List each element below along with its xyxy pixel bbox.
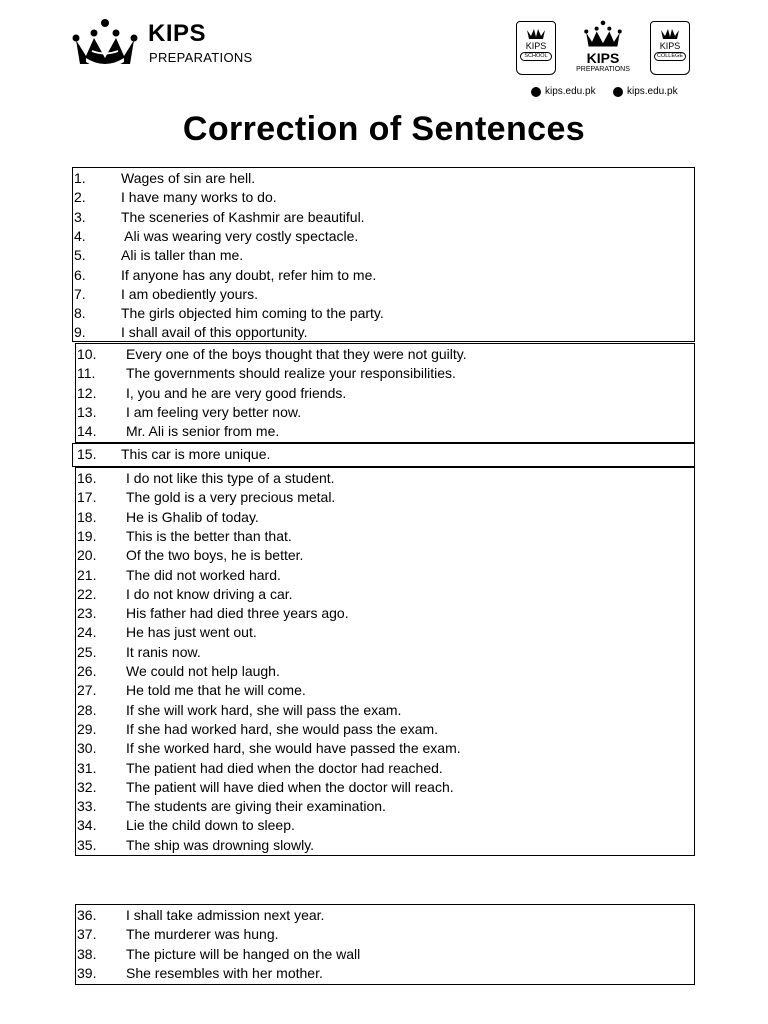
crown-icon <box>660 26 680 40</box>
facebook-icon <box>613 87 623 97</box>
college-logo-sub: COLLEGE <box>654 52 686 61</box>
page-title: Correction of Sentences <box>182 110 586 148</box>
college-logo-name: KIPS <box>659 41 681 51</box>
school-logo-sub: SCHOOL <box>520 52 552 61</box>
kips-preparations-logo <box>570 20 636 74</box>
kips-college-logo <box>650 21 690 75</box>
website-text: kips.edu.pk <box>545 86 596 97</box>
sentence-box-3: 15. This car is more unique. <box>72 443 695 467</box>
facebook-text: kips.edu.pk <box>627 86 678 97</box>
sentence-box-5: 36. I shall take admission next year. 37. The murderer was hung. 38. The picture will be hanged on the wall 39. She resembles with her mother. <box>75 904 695 985</box>
sentence-box-4: 16. I do not like this type of a student. 17. The gold is a very precious metal. 18. He is Ghalib of today. 19. This is the better than that. 20. Of the two boys, he is better. 21. The did not worked hard. 22. I do not know driving a car. 23. His father had died three years ago. 24. He has just went out. 25. It ranis now. 26. We could not help laugh. 27. He told me that he will come. 28. If she will work hard, she will pass the exam. 29. If she had worked hard, she would pass the exam. 30. If she worked hard, she would have passed the exam. 31. The patient had died when the doctor had reached. 32. The patient will have died when the doctor will reach. 33. The students are giving their examination. 34. Lie the child down to sleep. 35. The ship was drowning slowly. <box>75 467 695 856</box>
center-logo-name: KIPS <box>586 50 620 66</box>
center-logo-sub: PREPARATIONS <box>576 66 630 73</box>
school-logo-name: KIPS <box>525 41 547 51</box>
sentence-box-1: 1. Wages of sin are hell. 2. I have many works to do. 3. The sceneries of Kashmir are beautiful. 4. Ali was wearing very costly spectacle. 5. Ali is taller than me. 6. If anyone has any doubt, refer him to me. 7. I am obediently yours. 8. The girls objected him coming to the party. 9. I shall avail of this opportunity. <box>72 167 695 342</box>
website-link[interactable] <box>531 86 596 97</box>
crown-icon <box>583 20 623 50</box>
crown-logo-icon <box>72 18 138 70</box>
kips-school-logo <box>516 21 556 75</box>
kips-brand <box>72 18 272 74</box>
sentence-box-2: 10. Every one of the boys thought that they were not guilty. 11. The governments should realize your responsibilities. 12. I, you and he are very good friends. 13. I am feeling very better now. 14. Mr. Ali is senior from me. <box>75 343 695 443</box>
brand-name: KIPS <box>148 20 207 47</box>
brand-subtitle: PREPARATIONS <box>149 50 253 65</box>
crown-icon <box>526 26 546 40</box>
globe-icon <box>531 87 541 97</box>
facebook-link[interactable] <box>613 86 678 97</box>
